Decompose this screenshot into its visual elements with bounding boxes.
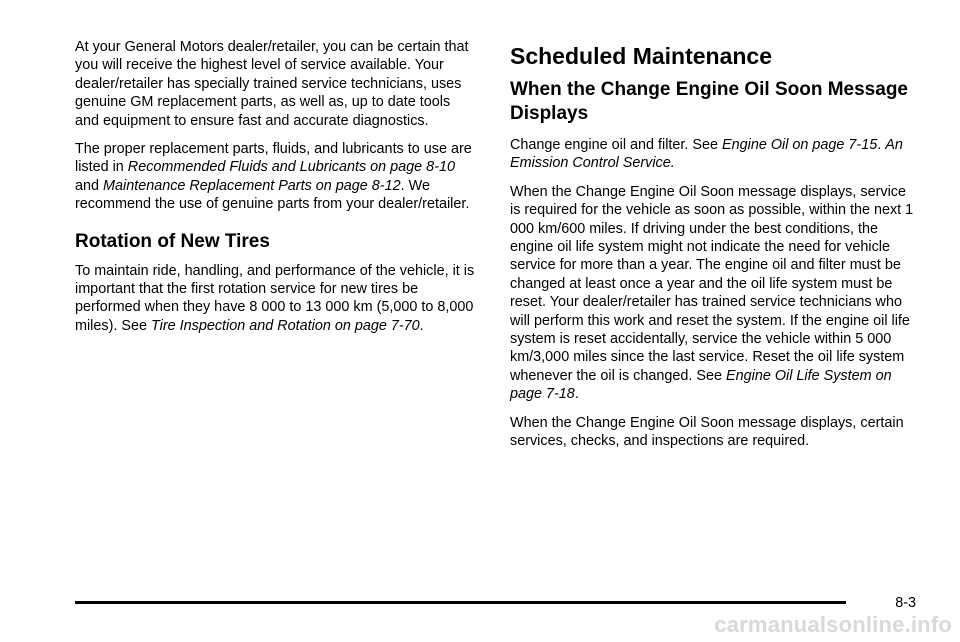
- intro-paragraph: At your General Motors dealer/retailer, you can be certain that you will receive the highest level of service available. Your dealer/retailer has specially trained service technicians, uses genuine GM replacement parts, as well as, up to date tools and equipment to ensure fast and accurate diagnostics.: [75, 39, 469, 129]
- emission-note: An Emission Control Service.: [510, 137, 903, 172]
- oil-change-text-2: .: [877, 137, 886, 153]
- parts-reference: Maintenance Replacement Parts on page 8‑12: [103, 177, 401, 194]
- oil-message-text-2: .: [574, 386, 579, 403]
- rotation-paragraph: [75, 262, 475, 336]
- oil-change-text-1: Change engine oil and filter. See: [510, 137, 723, 153]
- parts-text-1: The proper replacement parts, fluids, and lubricants to use are listed in: [75, 141, 472, 176]
- watermark: carmanualsonline.info: [714, 612, 952, 637]
- rotation-heading: Rotation of New Tires: [75, 230, 270, 252]
- left-column: [75, 38, 475, 345]
- fluids-reference: Recommended Fluids and Lubricants on page 8‑10: [127, 159, 455, 176]
- tire-rotation-reference: Tire Inspection and Rotation on page 7‑70: [150, 317, 420, 334]
- services-paragraph: When the Change Engine Oil Soon message displays, certain services, checks, and inspections are required.: [510, 414, 904, 450]
- parts-paragraph: [75, 140, 475, 214]
- parts-text-2: and: [75, 177, 104, 194]
- page-number: 8-3: [895, 595, 916, 611]
- right-column: [510, 38, 915, 461]
- footer-rule: [75, 601, 846, 604]
- oil-change-paragraph: [510, 136, 915, 173]
- oil-message-text-1: When the Change Engine Oil Soon message displays, service is required for the vehicle as soon as possible, within the next 1 000 km/600 miles. If driving under the best conditions, the engine oil life system might not indicate the need for vehicle service for more than a year. The engine oil and filter must be changed at least once a year and the oil life system must be reset. Your dealer/retailer has trained service technicians who will perform this work and reset the system. If the engine oil life system is reset accidentally, service the vehicle within 5 000 km/3,000 miles since the last service. Reset the oil life system whenever the oil is changed. See: [510, 183, 914, 384]
- oil-message-paragraph: [510, 183, 915, 404]
- oil-life-reference: Engine Oil Life System on page 7‑18: [510, 367, 892, 403]
- parts-text-3: . We recommend the use of genuine parts from your dealer/retailer.: [75, 177, 470, 213]
- section-title: Scheduled Maintenance: [510, 43, 773, 69]
- oil-message-heading: When the Change Engine Oil Soon Message Displays: [510, 79, 908, 124]
- engine-oil-reference: Engine Oil on page 7‑15: [722, 137, 878, 153]
- rotation-text-1: To maintain ride, handling, and performance of the vehicle, it is important that the first rotation service for new tires be performed when they have 8 000 to 13 000 km (5,000 to 8,000 miles). See: [75, 262, 475, 334]
- rotation-text-2: .: [419, 317, 424, 334]
